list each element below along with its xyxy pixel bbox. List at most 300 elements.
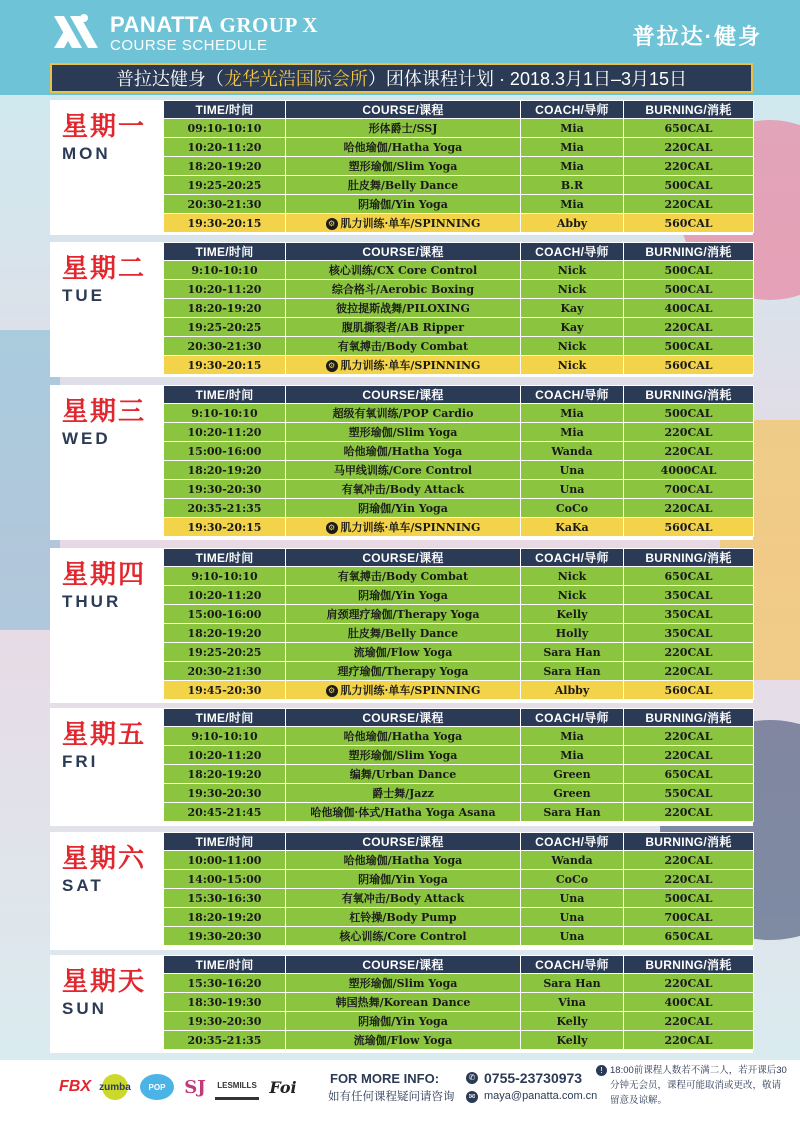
- burning-cell: 560CAL: [624, 681, 754, 700]
- time-cell: 19:25-20:25: [164, 176, 286, 195]
- coach-cell: Holly: [521, 624, 624, 643]
- burning-cell: 650CAL: [624, 927, 754, 946]
- coach-cell: Kelly: [521, 1012, 624, 1031]
- time-cell: 20:30-21:30: [164, 337, 286, 356]
- day-name-cn: 星期四: [62, 560, 147, 590]
- time-cell: 10:20-11:20: [164, 280, 286, 299]
- coach-cell: Una: [521, 461, 624, 480]
- table-row: [164, 727, 754, 746]
- course-cell: 爵士舞/Jazz: [286, 784, 521, 803]
- partner-logo-pop: POP: [140, 1074, 174, 1100]
- header-time: TIME/时间: [164, 101, 286, 119]
- coach-cell: Green: [521, 765, 624, 784]
- coach-cell: Abby: [521, 214, 624, 233]
- coach-cell: Sara Han: [521, 662, 624, 681]
- table-row: [164, 586, 754, 605]
- header-coach: COACH/导师: [521, 243, 624, 261]
- burning-cell: 500CAL: [624, 176, 754, 195]
- table-row: [164, 404, 754, 423]
- burning-cell: 350CAL: [624, 605, 754, 624]
- coach-cell: CoCo: [521, 870, 624, 889]
- spinning-row: [164, 356, 754, 375]
- day-name-en: FRI: [62, 752, 99, 771]
- coach-cell: Mia: [521, 138, 624, 157]
- banner-prefix: 普拉达健身（: [115, 69, 224, 89]
- table-row: [164, 643, 754, 662]
- header-time: TIME/时间: [164, 956, 286, 974]
- day-label: [50, 548, 163, 703]
- table-row: [164, 624, 754, 643]
- burning-cell: 220CAL: [624, 442, 754, 461]
- time-cell: 9:10-10:10: [164, 261, 286, 280]
- day-section-sun: [50, 955, 753, 1053]
- coach-cell: Mia: [521, 119, 624, 138]
- course-cell: 阴瑜伽/Yin Yoga: [286, 499, 521, 518]
- time-cell: 18:20-19:20: [164, 624, 286, 643]
- day-name-en: MON: [62, 144, 111, 163]
- burning-cell: 650CAL: [624, 119, 754, 138]
- table-row: [164, 746, 754, 765]
- time-cell: 19:30-20:30: [164, 784, 286, 803]
- day-section-tue: [50, 242, 753, 377]
- time-cell: 09:10-10:10: [164, 119, 286, 138]
- burning-cell: 220CAL: [624, 318, 754, 337]
- course-cell: 阴瑜伽/Yin Yoga: [286, 870, 521, 889]
- time-cell: 19:25-20:25: [164, 318, 286, 337]
- burning-cell: 4000CAL: [624, 461, 754, 480]
- time-cell: 15:00-16:00: [164, 442, 286, 461]
- day-section-sat: [50, 832, 753, 950]
- coach-cell: Kay: [521, 299, 624, 318]
- coach-cell: Nick: [521, 337, 624, 356]
- table-row: [164, 195, 754, 214]
- course-cell: 有氧冲击/Body Attack: [286, 889, 521, 908]
- course-cell: 阴瑜伽/Yin Yoga: [286, 1012, 521, 1031]
- course-cell: 塑形瑜伽/Slim Yoga: [286, 157, 521, 176]
- coach-cell: Wanda: [521, 442, 624, 461]
- table-row: [164, 870, 754, 889]
- course-cell: 流瑜伽/Flow Yoga: [286, 1031, 521, 1050]
- course-cell: 超级有氧训练/POP Cardio: [286, 404, 521, 423]
- day-label: [50, 708, 163, 826]
- day-label: [50, 100, 163, 235]
- time-cell: 20:35-21:35: [164, 499, 286, 518]
- burning-cell: 220CAL: [624, 1012, 754, 1031]
- burning-cell: 500CAL: [624, 261, 754, 280]
- cycling-icon: ⚙: [326, 522, 338, 534]
- coach-cell: Una: [521, 480, 624, 499]
- table-row: [164, 605, 754, 624]
- time-cell: 19:30-20:30: [164, 1012, 286, 1031]
- time-cell: 19:25-20:25: [164, 643, 286, 662]
- table-row: [164, 299, 754, 318]
- header-time: TIME/时间: [164, 709, 286, 727]
- time-cell: 10:20-11:20: [164, 746, 286, 765]
- table-row: [164, 461, 754, 480]
- course-cell: 哈他瑜伽/Hatha Yoga: [286, 442, 521, 461]
- course-cell: 肚皮舞/Belly Dance: [286, 176, 521, 195]
- burning-cell: 560CAL: [624, 214, 754, 233]
- coach-cell: Sara Han: [521, 974, 624, 993]
- course-cell: 腹肌撕裂者/AB Ripper: [286, 318, 521, 337]
- course-cell: [286, 214, 521, 233]
- coach-cell: Kay: [521, 318, 624, 337]
- burning-cell: 350CAL: [624, 586, 754, 605]
- table-row: [164, 157, 754, 176]
- coach-cell: KaKa: [521, 518, 624, 537]
- burning-cell: 500CAL: [624, 889, 754, 908]
- table-row: [164, 567, 754, 586]
- table-row: [164, 138, 754, 157]
- header-course: COURSE/课程: [286, 386, 521, 404]
- course-cell: 有氧冲击/Body Attack: [286, 480, 521, 499]
- course-schedule-subtitle: COURSE SCHEDULE: [110, 37, 268, 54]
- day-section-mon: [50, 100, 753, 235]
- burning-cell: 700CAL: [624, 908, 754, 927]
- brand-suffix: GROUP X: [219, 13, 319, 37]
- burning-cell: 220CAL: [624, 803, 754, 822]
- banner-suffix: ）团体课程计划 · 2018.3月1日–3月15日: [367, 69, 688, 89]
- burning-cell: 220CAL: [624, 157, 754, 176]
- schedule-table: [163, 100, 754, 233]
- burning-cell: 400CAL: [624, 299, 754, 318]
- partner-logo-foi: Foi: [269, 1077, 297, 1097]
- day-name-cn: 星期天: [62, 967, 147, 997]
- course-cell: 有氧搏击/Body Combat: [286, 337, 521, 356]
- header-course: COURSE/课程: [286, 709, 521, 727]
- time-cell: 19:30-20:30: [164, 927, 286, 946]
- header-coach: COACH/导师: [521, 549, 624, 567]
- coach-cell: Una: [521, 889, 624, 908]
- brand-title: PANATTA: [110, 12, 213, 37]
- coach-cell: Nick: [521, 261, 624, 280]
- burning-cell: 220CAL: [624, 423, 754, 442]
- schedule-table: [163, 548, 754, 700]
- schedule-table: [163, 708, 754, 822]
- header-burning: BURNING/消耗: [624, 833, 754, 851]
- burning-cell: 220CAL: [624, 643, 754, 662]
- course-cell: 韩国热舞/Korean Dance: [286, 993, 521, 1012]
- partner-logo-fbx: FBX: [59, 1078, 91, 1095]
- coach-cell: Kelly: [521, 1031, 624, 1050]
- course-cell: 哈他瑜伽/Hatha Yoga: [286, 138, 521, 157]
- course-cell: 塑形瑜伽/Slim Yoga: [286, 746, 521, 765]
- partner-logo-sj: SJ: [184, 1076, 206, 1098]
- table-row: [164, 889, 754, 908]
- burning-cell: 220CAL: [624, 499, 754, 518]
- time-cell: 18:20-19:20: [164, 461, 286, 480]
- coach-cell: B.R: [521, 176, 624, 195]
- time-cell: 15:30-16:20: [164, 974, 286, 993]
- table-row: [164, 784, 754, 803]
- burning-cell: 650CAL: [624, 765, 754, 784]
- time-cell: 18:20-19:20: [164, 765, 286, 784]
- coach-cell: Vina: [521, 993, 624, 1012]
- phone-number[interactable]: 0755-23730973: [484, 1070, 583, 1086]
- coach-cell: Nick: [521, 567, 624, 586]
- schedule-table: [163, 385, 754, 537]
- table-row: [164, 337, 754, 356]
- table-row: [164, 803, 754, 822]
- time-cell: 19:30-20:15: [164, 356, 286, 375]
- burning-cell: 500CAL: [624, 337, 754, 356]
- header-burning: BURNING/消耗: [624, 709, 754, 727]
- coach-cell: Nick: [521, 586, 624, 605]
- time-cell: 10:20-11:20: [164, 138, 286, 157]
- day-section-thur: [50, 548, 753, 703]
- day-label: [50, 385, 163, 540]
- coach-cell: Green: [521, 784, 624, 803]
- day-name-cn: 星期六: [62, 844, 147, 874]
- burning-cell: 500CAL: [624, 404, 754, 423]
- table-header: [164, 549, 754, 567]
- burning-cell: 220CAL: [624, 851, 754, 870]
- burning-cell: 220CAL: [624, 746, 754, 765]
- header-coach: COACH/导师: [521, 709, 624, 727]
- course-cell: 塑形瑜伽/Slim Yoga: [286, 974, 521, 993]
- footer: [0, 1060, 800, 1133]
- course-cell: 核心训练/CX Core Control: [286, 261, 521, 280]
- cycling-icon: ⚙: [326, 360, 338, 372]
- day-label: [50, 832, 163, 950]
- burning-cell: 650CAL: [624, 567, 754, 586]
- course-cell: 肩颈理疗瑜伽/Therapy Yoga: [286, 605, 521, 624]
- course-cell: 肚皮舞/Belly Dance: [286, 624, 521, 643]
- header-burning: BURNING/消耗: [624, 101, 754, 119]
- table-row: [164, 423, 754, 442]
- table-row: [164, 261, 754, 280]
- table-row: [164, 908, 754, 927]
- coach-cell: Sara Han: [521, 803, 624, 822]
- time-cell: 9:10-10:10: [164, 404, 286, 423]
- time-cell: 19:30-20:30: [164, 480, 286, 499]
- table-header: [164, 833, 754, 851]
- burning-cell: 560CAL: [624, 518, 754, 537]
- schedule-table: [163, 832, 754, 946]
- burning-cell: 220CAL: [624, 138, 754, 157]
- day-name-cn: 星期五: [62, 720, 147, 750]
- time-cell: 20:30-21:30: [164, 195, 286, 214]
- time-cell: 10:20-11:20: [164, 586, 286, 605]
- table-header: [164, 386, 754, 404]
- table-row: [164, 480, 754, 499]
- course-cell: 形体爵士/SSJ: [286, 119, 521, 138]
- time-cell: 10:20-11:20: [164, 423, 286, 442]
- header-coach: COACH/导师: [521, 101, 624, 119]
- day-name-en: SAT: [62, 876, 104, 895]
- course-cell: [286, 518, 521, 537]
- phone-icon: ✆: [466, 1072, 478, 1084]
- header-course: COURSE/课程: [286, 101, 521, 119]
- day-name-cn: 星期三: [62, 397, 147, 427]
- table-header: [164, 709, 754, 727]
- header-burning: BURNING/消耗: [624, 956, 754, 974]
- course-label: 肌力训练·单车/SPINNING: [340, 359, 481, 372]
- course-cell: [286, 681, 521, 700]
- time-cell: 18:30-19:30: [164, 993, 286, 1012]
- coach-cell: Sara Han: [521, 643, 624, 662]
- day-name-en: SUN: [62, 999, 107, 1018]
- header-burning: BURNING/消耗: [624, 386, 754, 404]
- table-row: [164, 927, 754, 946]
- header-coach: COACH/导师: [521, 386, 624, 404]
- course-cell: 综合格斗/Aerobic Boxing: [286, 280, 521, 299]
- burning-cell: 220CAL: [624, 974, 754, 993]
- time-cell: 20:30-21:30: [164, 662, 286, 681]
- day-name-cn: 星期二: [62, 254, 147, 284]
- course-cell: 马甲线训练/Core Control: [286, 461, 521, 480]
- table-row: [164, 119, 754, 138]
- header-coach: COACH/导师: [521, 833, 624, 851]
- coach-cell: Nick: [521, 280, 624, 299]
- time-cell: 19:45-20:30: [164, 681, 286, 700]
- partner-logo-zumba: zumba: [102, 1074, 128, 1100]
- table-row: [164, 499, 754, 518]
- chinese-brand: 普拉达·健身: [632, 24, 762, 49]
- time-cell: 10:00-11:00: [164, 851, 286, 870]
- burning-cell: 350CAL: [624, 624, 754, 643]
- course-cell: 理疗瑜伽/Therapy Yoga: [286, 662, 521, 681]
- notice-text: 18:00前课程人数若不满二人，若开课后30分钟无会员，课程可能取消或更改，敬请留意及谅解。: [610, 1065, 787, 1106]
- course-cell: 编舞/Urban Dance: [286, 765, 521, 784]
- time-cell: 20:35-21:35: [164, 1031, 286, 1050]
- course-cell: [286, 356, 521, 375]
- header-course: COURSE/课程: [286, 956, 521, 974]
- spinning-row: [164, 214, 754, 233]
- table-row: [164, 851, 754, 870]
- header-burning: BURNING/消耗: [624, 243, 754, 261]
- table-header: [164, 101, 754, 119]
- coach-cell: Mia: [521, 727, 624, 746]
- table-row: [164, 993, 754, 1012]
- table-row: [164, 662, 754, 681]
- day-name-cn: 星期一: [62, 112, 147, 142]
- coach-cell: Mia: [521, 423, 624, 442]
- time-cell: 14:00-15:00: [164, 870, 286, 889]
- coach-cell: Albby: [521, 681, 624, 700]
- table-header: [164, 243, 754, 261]
- course-cell: 彼拉提斯战舞/PILOXING: [286, 299, 521, 318]
- header: [0, 0, 800, 60]
- more-info-title: FOR MORE INFO:: [330, 1071, 440, 1086]
- course-cell: 塑形瑜伽/Slim Yoga: [286, 423, 521, 442]
- time-cell: 19:30-20:15: [164, 214, 286, 233]
- table-row: [164, 280, 754, 299]
- time-cell: 15:30-16:30: [164, 889, 286, 908]
- schedule-banner: [50, 63, 753, 93]
- coach-cell: Mia: [521, 195, 624, 214]
- burning-cell: 500CAL: [624, 280, 754, 299]
- banner-location: 龙华光浩国际会所: [223, 69, 368, 89]
- course-cell: 哈他瑜伽·体式/Hatha Yoga Asana: [286, 803, 521, 822]
- day-section-fri: [50, 708, 753, 826]
- burning-cell: 400CAL: [624, 993, 754, 1012]
- course-label: 肌力训练·单车/SPINNING: [340, 217, 481, 230]
- coach-cell: Una: [521, 908, 624, 927]
- header-course: COURSE/课程: [286, 549, 521, 567]
- header-course: COURSE/课程: [286, 833, 521, 851]
- partner-logo-lesmills: LESMILLS: [215, 1074, 259, 1100]
- time-cell: 18:20-19:20: [164, 908, 286, 927]
- burning-cell: 550CAL: [624, 784, 754, 803]
- coach-cell: Mia: [521, 404, 624, 423]
- course-cell: 哈他瑜伽/Hatha Yoga: [286, 727, 521, 746]
- header-time: TIME/时间: [164, 549, 286, 567]
- panatta-logo-icon: [52, 12, 98, 52]
- coach-cell: Wanda: [521, 851, 624, 870]
- table-row: [164, 1031, 754, 1050]
- header-burning: BURNING/消耗: [624, 549, 754, 567]
- day-section-wed: [50, 385, 753, 540]
- course-cell: 流瑜伽/Flow Yoga: [286, 643, 521, 662]
- mail-icon: ✉: [466, 1091, 478, 1103]
- course-cell: 有氧搏击/Body Combat: [286, 567, 521, 586]
- email-address[interactable]: maya@panatta.com.cn: [484, 1090, 598, 1102]
- course-cell: 阴瑜伽/Yin Yoga: [286, 586, 521, 605]
- cycling-icon: ⚙: [326, 218, 338, 230]
- table-row: [164, 442, 754, 461]
- burning-cell: 220CAL: [624, 870, 754, 889]
- day-label: [50, 955, 163, 1053]
- table-row: [164, 765, 754, 784]
- header-time: TIME/时间: [164, 833, 286, 851]
- burning-cell: 220CAL: [624, 195, 754, 214]
- header-coach: COACH/导师: [521, 956, 624, 974]
- course-cell: 哈他瑜伽/Hatha Yoga: [286, 851, 521, 870]
- coach-cell: Una: [521, 927, 624, 946]
- course-cell: 杠铃操/Body Pump: [286, 908, 521, 927]
- course-label: 肌力训练·单车/SPINNING: [340, 521, 481, 534]
- spinning-row: [164, 681, 754, 700]
- burning-cell: 220CAL: [624, 1031, 754, 1050]
- time-cell: 19:30-20:15: [164, 518, 286, 537]
- brand-name: [110, 12, 318, 38]
- table-header: [164, 956, 754, 974]
- time-cell: 20:45-21:45: [164, 803, 286, 822]
- time-cell: 15:00-16:00: [164, 605, 286, 624]
- time-cell: 18:20-19:20: [164, 299, 286, 318]
- cycling-icon: ⚙: [326, 685, 338, 697]
- time-cell: 18:20-19:20: [164, 157, 286, 176]
- course-cell: 阴瑜伽/Yin Yoga: [286, 195, 521, 214]
- day-name-en: WED: [62, 429, 111, 448]
- schedule-table: [163, 242, 754, 375]
- burning-cell: 220CAL: [624, 727, 754, 746]
- day-name-en: TUE: [62, 286, 105, 305]
- coach-cell: Kelly: [521, 605, 624, 624]
- course-cell: 核心训练/Core Control: [286, 927, 521, 946]
- course-label: 肌力训练·单车/SPINNING: [340, 684, 481, 697]
- coach-cell: Mia: [521, 157, 624, 176]
- coach-cell: Mia: [521, 746, 624, 765]
- time-cell: 9:10-10:10: [164, 567, 286, 586]
- table-row: [164, 1012, 754, 1031]
- coach-cell: Nick: [521, 356, 624, 375]
- burning-cell: 560CAL: [624, 356, 754, 375]
- time-cell: 9:10-10:10: [164, 727, 286, 746]
- schedule-table: [163, 955, 754, 1050]
- header-time: TIME/时间: [164, 386, 286, 404]
- table-row: [164, 176, 754, 195]
- table-row: [164, 318, 754, 337]
- more-info-subtitle: 如有任何课程疑问请咨询: [328, 1091, 455, 1103]
- burning-cell: 700CAL: [624, 480, 754, 499]
- spinning-row: [164, 518, 754, 537]
- day-name-en: THUR: [62, 592, 122, 611]
- info-icon: !: [596, 1065, 607, 1076]
- day-label: [50, 242, 163, 377]
- burning-cell: 220CAL: [624, 662, 754, 681]
